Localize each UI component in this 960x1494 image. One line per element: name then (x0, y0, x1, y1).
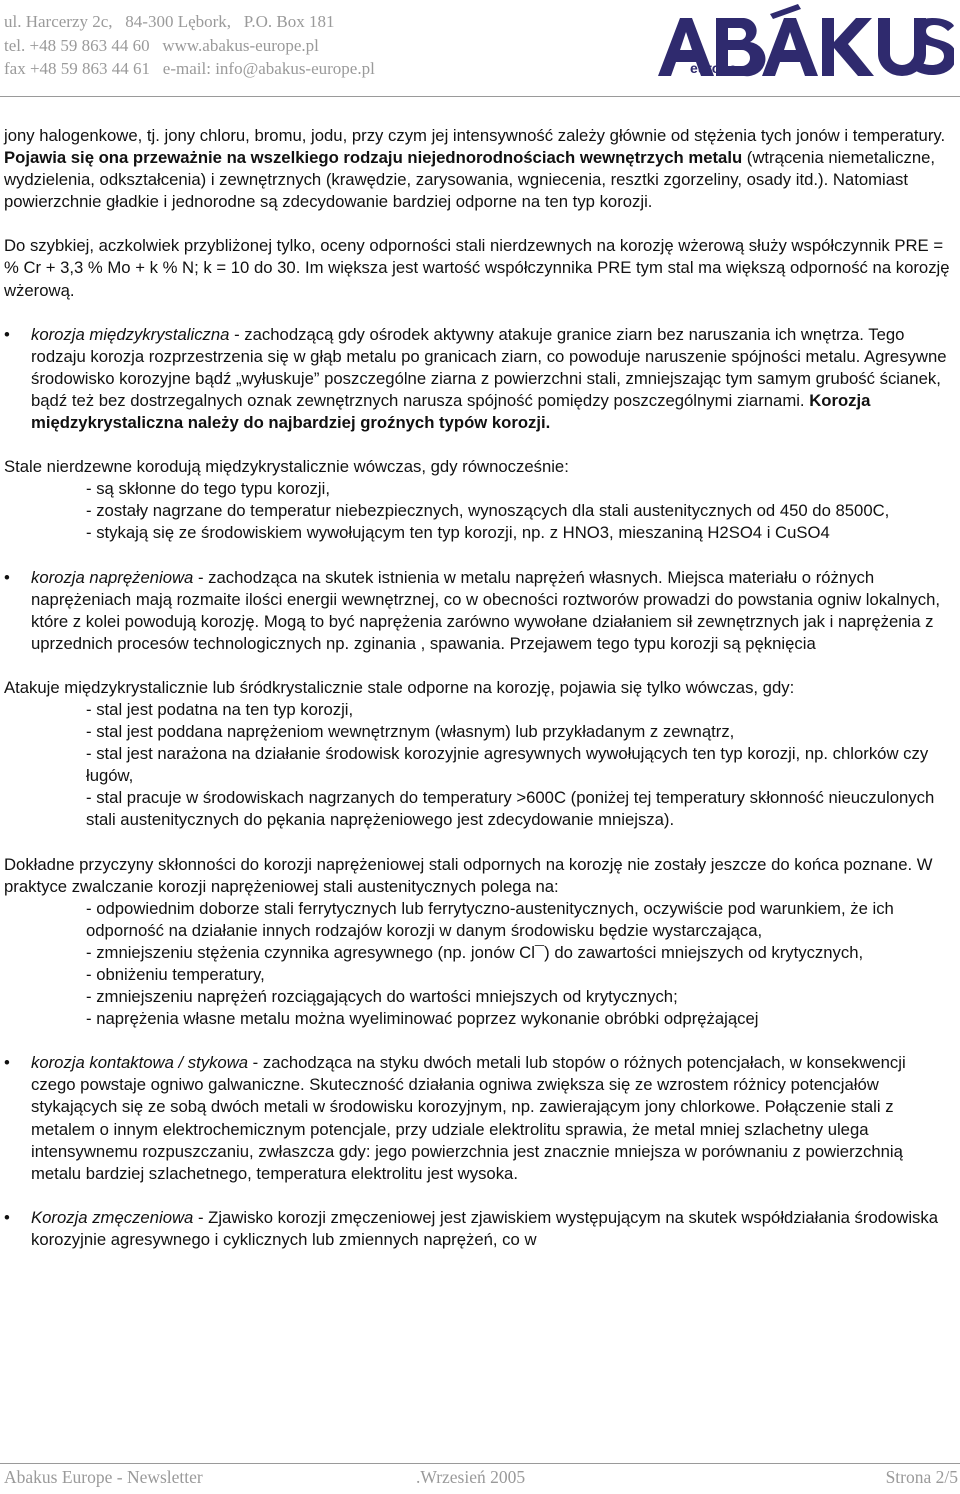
header-phone: tel. +48 59 863 44 60 www.abakus-europe.pl (4, 36, 319, 55)
bullet-title: korozja międzykrystaliczna (31, 324, 230, 344)
paragraph-prevention: Dokładne przyczyny skłonności do korozji naprężeniowej stali odpornych na korozję nie zostały jeszcze do końca poznane. W praktyce zwalczanie korozji naprężeniowej stali austenitycznych polega na: (4, 854, 933, 896)
bullet-title: korozja kontaktowa / stykowa (31, 1053, 249, 1073)
bullet-intergranular: • korozja międzykrystaliczna - zachodzącą gdy ośrodek aktywny atakuje granice ziarn bez naruszania ich wnętrza. Tego rodzaju korozja rozprzestrzenia się w głąb metalu po granicach ziarn, co powoduje naruszenie spójności metalu. Agresywne środowisko korozyjne bądź „wyłuskuje” poszczególne ziarna z powierzchni stali, zmniejszając tym samym grubość ścianek, bądź też bez dostrzegalnych oznak zewnętrznych narusza spójność pomiędzy poszczególnymi ziarnami. Korozja międzykrystaliczna należy do najbardziej groźnych typów korozji. (4, 324, 947, 433)
list-item: - stal jest podatna na ten typ korozji, (86, 699, 354, 719)
bullet-icon: • (4, 1207, 10, 1227)
list-item: - stykają się ze środowiskiem wywołującym ten typ korozji, np. z HNO3, mieszaniną H2SO4 i CuSO4 (86, 523, 830, 543)
list-item: - naprężenia własne metalu można wyeliminować poprzez wykonanie obróbki odprężającej (86, 1009, 759, 1029)
paragraph-attack: Atakuje międzykrystalicznie lub śródkrystalicznie stale odporne na korozję, pojawia się tylko wówczas, gdy: (4, 677, 795, 697)
page-header (0, 0, 960, 95)
list-item: - zmniejszeniu naprężeń rozciągających do wartości mniejszych od krytycznych; (86, 987, 678, 1007)
conditions-list (4, 478, 954, 544)
bullet-icon: • (4, 1053, 10, 1073)
list-item: - zmniejszeniu stężenia czynnika agresywnego (np. jonów Cl¯) do zawartości mniejszych od krytycznych, (86, 942, 864, 962)
list-item: - stal jest poddana naprężeniom wewnętrznym (własnym) lub przykładanym z zewnątrz, (86, 722, 735, 742)
header-address: ul. Harcerzy 2c, 84-300 Lębork, P.O. Box 181 (4, 12, 335, 31)
footer-newsletter: Abakus Europe - Newsletter (4, 1467, 203, 1487)
footer-page-number: Strona 2/5 (885, 1467, 958, 1487)
page-content (4, 125, 954, 1251)
logo-subtitle: europe (690, 60, 737, 76)
paragraph-pitting-intro: jony halogenkowe, tj. jony chloru, bromu, jodu, przy czym jej intensywność zależy głównie od stężenia tych jonów i temperatury. Pojawia się ona przeważnie na wszelkiego rodzaju niejednorodnościach wewnętrzych metalu (wtrącenia niemetaliczne, wydzielenia, odkształcenia) i zewnętrznych (krawędzie, zarysowania, wgniecenia, resztki zgorzeliny, osady itd.). Natomiast powierzchnie gładkie i jednorodne są zdecydowanie bardziej odporne na ten typ korozji. (4, 126, 946, 212)
list-item: - są skłonne do tego typu korozji, (86, 479, 330, 499)
bullet-contact: • korozja kontaktowa / stykowa - zachodząca na styku dwóch metali lub stopów o różnych potencjałach, w konsekwencji czego powstaje ogniwo galwaniczne. Skuteczność działania ogniwa zwiększa się ze wzrostem różnicy potencjałów stykających się ze sobą dwóch metali w środowisku korozyjnym, np. zawierającym jony chlorkowe. Połączenie stali z metalem o innym elektrochemicznym potencjale, przy udziale elektrolitu sprawia, że metal mniej szlachetny ulega intensywnemu rozpuszczaniu, zwłaszcza gdy: jego powierzchnia jest znacznie mniejsza w porównaniu z powierzchnią metalu bardziej szlachetnego, temperatura elektrolitu jest wysoka. (4, 1053, 906, 1183)
page-footer (4, 1467, 958, 1491)
list-item: - stal pracuje w środowiskach nagrzanych do temperatury >600C (poniżej tej temperatury skłonność nieuczulonych stali austenitycznych do pękania naprężeniowego jest zdecydowanie mniejsza). (86, 788, 935, 830)
bullet-fatigue: • Korozja zmęczeniowa - Zjawisko korozji zmęczeniowej jest zjawiskiem występującym na skutek współdziałania środowiska korozyjnie agresywnego i cyklicznych lub zmiennych naprężeń, co w (4, 1207, 939, 1249)
bullet-title: korozja naprężeniowa (31, 567, 194, 587)
list-item: - odpowiednim doborze stali ferrytycznych lub ferrytyczno-austenitycznych, oczywiście pod warunkiem, że ich odporność na działanie innych rodzajów korozji w danym środowisku będzie wystarczająca, (86, 898, 894, 940)
bullet-stress: • korozja naprężeniowa - zachodząca na skutek istnienia w metalu naprężeń własnych. Miejsca materiału o różnych naprężeniach mają rozmaite ilości energii wewnętrznej, co w obecności roztworów prowadzi do powstania ogniw lokalnych, które z kolei powodują korozję. Mogą to być naprężenia zarówno wywołane działaniem sił zewnętrznych jak i naprężenia z uprzednich procesów technologicznych np. zginania , spawania. Przejawem tego typu korozji są pęknięcia (4, 567, 940, 653)
prevention-list (4, 898, 954, 1031)
bullet-icon: • (4, 324, 10, 344)
paragraph-conditions: Stale nierdzewne korodują międzykrystalicznie wówczas, gdy równocześnie: (4, 457, 569, 477)
header-fax: fax +48 59 863 44 61 e-mail: info@abakus-europe.pl (4, 59, 375, 78)
list-item: - stal jest narażona na działanie środowisk korozyjnie agresywnych wywołujących ten typ korozji, np. chlorków czy ługów, (86, 744, 929, 786)
footer-divider (0, 1463, 960, 1464)
header-divider (0, 96, 960, 97)
attack-list (4, 699, 954, 832)
paragraph-pre: Do szybkiej, aczkolwiek przybliżonej tylko, oceny odporności stali nierdzewnych na korozję wżerową służy współczynnik PRE = % Cr + 3,3 % Mo + k % N; k = 10 do 30. Im większa jest wartość współczynnika PRE tym stal ma większą odporność na korozję wżerową. (4, 236, 950, 300)
list-item: - obniżeniu temperatury, (86, 965, 265, 984)
bullet-title: Korozja zmęczeniowa (31, 1207, 194, 1227)
list-item: - zostały nagrzane do temperatur niebezpiecznych, wynoszących dla stali austenitycznych od 450 do 8500C, (86, 501, 890, 521)
footer-date: .Wrzesień 2005 (416, 1467, 526, 1487)
bullet-icon: • (4, 567, 10, 587)
